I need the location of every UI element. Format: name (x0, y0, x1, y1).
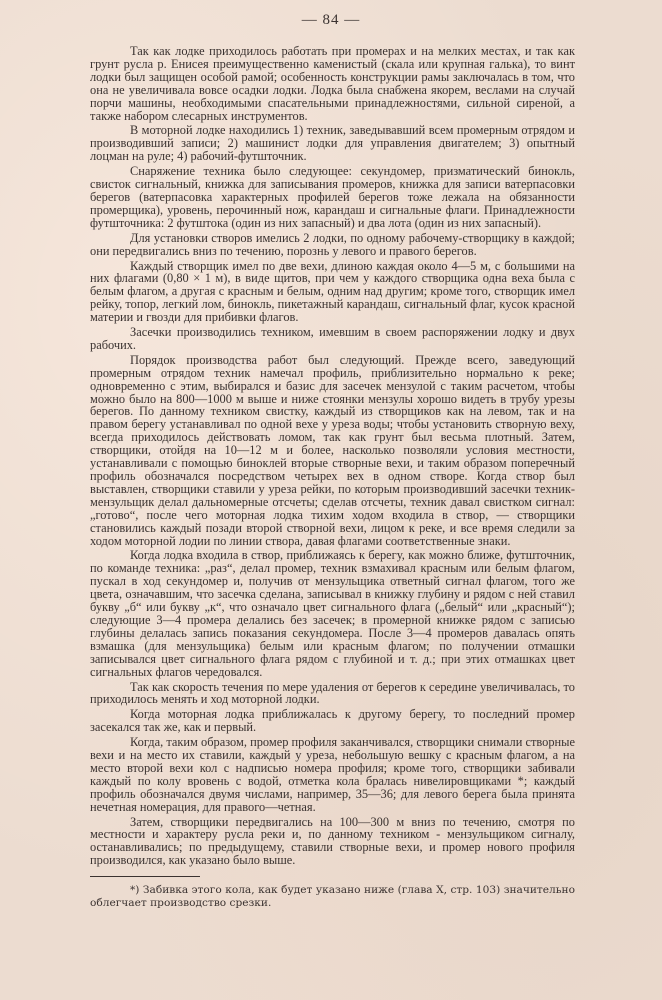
paragraph-range-boats: Для установки створов имелись 2 лодки, по одному рабочему-створщику в каждой; они передвигались вниз по течению, порознь у левого и правого берегов. (90, 230, 575, 258)
paragraph-current-speed: Так как скорость течения по мере удаления от берегов к середине увеличивалась, то приходилось менять и ход моторной лодки. (90, 679, 575, 707)
paragraph-profile-end: Когда, таким образом, промер профиля заканчивался, створщики снимали створные вехи и на место их ставили, каждый у уреза, небольшую вешку с красным флагом, а на место второй вехи кол с надписью номера профиля; кроме того, створщики забивали каждый по колу вровень с водой, отметка кола бралась нивелировщиками *; каждый профиль обозначался двумя числами, например, 35—36; для левого берега была принята нечетная номерация, для правого—четная. (90, 735, 575, 814)
paragraph-work-procedure: Порядок производства работ был следующий. Прежде всего, заведующий промерным отрядом техник намечал профиль, приблизительно нормально к реке; одновременно с этим, выбирался и базис для засечек мензулой с таким расчетом, чтобы можно было на 800—1000 м выше и ниже стоянки мензулы хорошо видеть в трубу урезы берегов. По данному техником свистку, каждый из створщиков как на левом, так и на правом берегу устанавливал по одной вехе у уреза воды; чтобы установить створную веху, всегда приходилось действовать ломом, так как грунт был весьма плотный. Затем, створщики, отойдя на 10—12 м и более, насколько позволяли условия местности, устанавливали с помощью биноклей вторые створные вехи, и таким образом поперечный профиль обозначался посредством четырех вех в одном створе. Когда створ был выставлен, створщики ставили у уреза рейки, по которым производивший засечки техник-мензульщик делал дальномерные отсчеты; сделав отсчеты, техник давал свистком сигнал: „готово“, после чего моторная лодка тихим ходом входила в створ, — створщики становились каждый позади второй створной вехи, лицом к реке, и все время следили за ходом моторной лодии по линии створа, давая флагами соответственные знаки. (90, 352, 575, 548)
body-text (90, 45, 575, 869)
footnote: *) Забивка этого кола, как будет указано ниже (глава X, стр. 103) значительно облегчает производство срезки. (90, 884, 575, 909)
paragraph-next-profile: Затем, створщики передвигались на 100—300 м вниз по течению, смотря по местности и характеру русла реки и, по данному техником - мензульщиком сигналу, останавливались; по предыдущему, ставили створные вехи, и промер нового профиля производился, как указано было выше. (90, 814, 575, 868)
paragraph-technician-equipment: Снаряжение техника было следующее: секундомер, призматический бинокль, свисток сигнальный, книжка для записывания промеров, книжка для записи ватерпасовки берегов (ватерпасовка характерных профилей берегов тоже лежала на обязанности промерщика), уровень, перочинный нож, карандаш и сигнальные флаги. Принадлежности футшточника: 2 футштока (один из них запасный) и два лота (один из них запасный). (90, 164, 575, 230)
paragraph-other-bank: Когда моторная лодка приближалась к другому берегу, то последний промер засекался так же, как и первый. (90, 707, 575, 735)
footnote-divider (90, 876, 200, 877)
page-number: — 84 — (301, 12, 361, 28)
paragraph-sounding-signals: Когда лодка входила в створ, приближаясь к берегу, как можно ближе, футшточник, по команде техника: „раз“, делал промер, техник взмахивал красным или белым флагом, пускал в ход секундомер и, получив от мензульщика ответный сигнал флагом, того же цвета, означавшим, что засечка сделана, записывал в книжку глубину и рядом с ней ставил букву „б“ или букву „к“, что означало цвет сигнального флага („белый“ или „красный“); следующие 3—4 промера делались без засечек; в промерной книжке рядом с записью глубины делалась запись показания секундомера. После 3—4 промеров давалась опять взмашка (для мензульщика) белым или красным флагом; по получении отмашки записывался цвет сигнального флага рядом с глубиной и т. д.; при этих отмашках цвет сигнальных флагов чередовался. (90, 548, 575, 679)
paragraph-range-worker-poles: Каждый створщик имел по две вехи, длиною каждая около 4—5 м, с большими на них флагами (0,80 × 1 м), в виде щитов, при чем у каждого створщика одна веха была с белым флагом, а другая с красным и белым, одним над другим; кроме того, створщик имел рейку, топор, легкий лом, бинокль, пикетажный карандаш, сигнальный флаг, кусок красной материи и гвозди для прибивки флагов. (90, 258, 575, 325)
paragraph-boat-crew: В моторной лодке находились 1) техник, заведывавший всем промерным отрядом и производивший записи; 2) машинист лодки для управления двигателем; 3) опытный лоцман на руле; 4) рабочий-футшточник. (90, 123, 575, 164)
paragraph-intersections: Засечки производились техником, имевшим в своем распоряжении лодку и двух рабочих. (90, 325, 575, 352)
paragraph-boat-equipment: Так как лодке приходилось работать при промерах и на мелких местах, и так как грунт русла р. Енисея преимущественно каменистый (скала или крупная галька), то винт лодки был защищен особой рамой; особенность конструкции рамы заключалась в том, что она не увеличивала вовсе осадки лодки. Лодка была снабжена якорем, веслами на случай порчи машины, необходимыми спасательными принадлежностями, сильной сиреной, а также набором слесарных инструментов. (90, 44, 575, 123)
